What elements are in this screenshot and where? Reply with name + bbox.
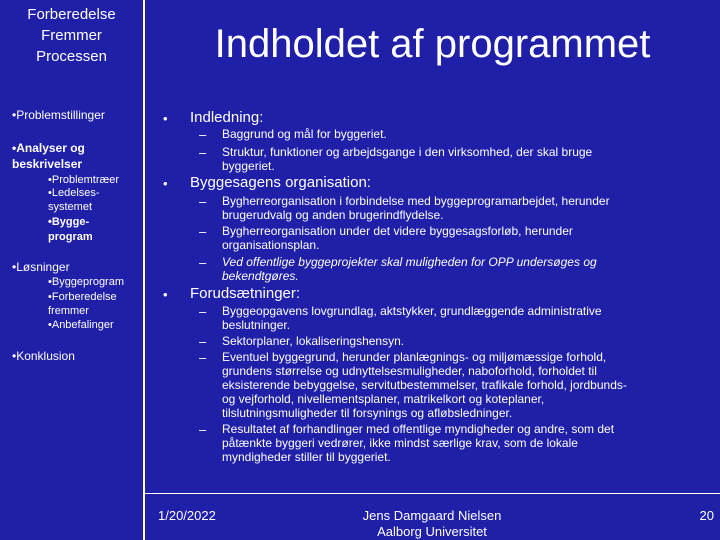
- dash-marker: –: [199, 224, 207, 239]
- section-heading-forudsaetninger: Forudsætninger:: [190, 285, 301, 302]
- footer-author-affiliation: Aalborg Universitet: [377, 524, 487, 539]
- dash-marker: –: [199, 422, 207, 437]
- section-heading-indledning: Indledning:: [190, 109, 264, 126]
- nav-sub-ledelses-cont[interactable]: systemet: [48, 201, 93, 213]
- nav-sub-problemtraeer[interactable]: •Problemtræer: [48, 174, 120, 186]
- sidebar-title-line: Forberedelse: [27, 6, 116, 23]
- sidebar-title-line: Processen: [36, 48, 107, 65]
- nav-item-analyser[interactable]: •Analyser og: [12, 141, 85, 155]
- nav-sub-anbefalinger[interactable]: •Anbefalinger: [48, 319, 114, 331]
- dash-marker: –: [199, 350, 207, 365]
- slide-title: Indholdet af programmet: [214, 22, 651, 66]
- nav-item-problemstillinger[interactable]: •Problemstillinger: [12, 108, 105, 122]
- sidebar: [0, 0, 143, 540]
- nav-sub-ledelses[interactable]: •Ledelses-: [48, 187, 100, 199]
- footer-author: [332, 508, 532, 540]
- nav-sub-bygge[interactable]: •Bygge-: [48, 216, 90, 228]
- nav-item-konklusion[interactable]: •Konklusion: [12, 349, 75, 363]
- sidebar-divider: [143, 0, 145, 540]
- bullet-marker: •: [163, 176, 168, 191]
- subitem: Byggeopgavens lovgrundlag, aktstykker, grundlæggende administrative beslutninger.: [222, 304, 602, 332]
- sidebar-title-line: Fremmer: [41, 27, 102, 44]
- nav-item-analyser-cont[interactable]: beskrivelser: [12, 157, 83, 171]
- dash-marker: –: [199, 334, 207, 349]
- nav-sub-forberedelse-cont[interactable]: fremmer: [48, 305, 89, 317]
- subitem: Sektorplaner, lokaliseringshensyn.: [222, 334, 405, 348]
- dash-marker: –: [199, 194, 207, 209]
- dash-marker: –: [199, 145, 207, 160]
- footer-date: 1/20/2022: [158, 508, 216, 523]
- nav-sub-bygge-cont[interactable]: program: [48, 231, 93, 243]
- sidebar-title: [0, 4, 143, 67]
- bullet-marker: •: [163, 287, 168, 302]
- page-number: 20: [699, 508, 714, 523]
- section-heading-organisation: Byggesagens organisation:: [190, 174, 371, 191]
- dash-marker: –: [199, 255, 207, 270]
- subitem: Resultatet af forhandlinger med offentlige myndigheder og andre, som det påtænkte byggeri vedrører, ikke mindst særlige krav, som de lokale myndigheder stiller til byggeriet.: [222, 422, 615, 464]
- subitem: Bygherreorganisation i forbindelse med byggeprogramarbejdet, herunder brugerudvalg og anden brugerindflydelse.: [222, 194, 610, 222]
- dash-marker: –: [199, 304, 207, 319]
- bullet-marker: •: [163, 111, 168, 126]
- footer-divider: [145, 493, 720, 494]
- subitem-opp: Ved offentlige byggeprojekter skal muligheden for OPP undersøges og bekendtgøres.: [222, 255, 597, 283]
- subitem: Eventuel byggegrund, herunder planlægnings- og miljømæssige forhold, grundens størrelse og udnyttelsesmuligheder, naboforhold, forholdet til eksisterende bebyggelse, servitutbestemmelser, trafikale forhold, jordbunds- og vejforhold, nivellementsplaner, matrikelkort og koteplaner, tilslutningsmuligheder til forsynings og afløbsledninger.: [222, 350, 627, 420]
- footer-author-name: Jens Damgaard Nielsen: [362, 508, 502, 523]
- nav-sub-forberedelse[interactable]: •Forberedelse: [48, 291, 117, 303]
- dash-marker: –: [199, 127, 207, 142]
- nav-sub-byggeprogram[interactable]: •Byggeprogram: [48, 276, 125, 288]
- subitem: Struktur, funktioner og arbejdsgange i den virksomhed, der skal bruge byggeriet.: [222, 145, 593, 173]
- subitem: Bygherreorganisation under det videre byggesagsforløb, herunder organisationsplan.: [222, 224, 573, 252]
- subitem: Baggrund og mål for byggeriet.: [222, 127, 387, 141]
- nav-item-loesninger[interactable]: •Løsninger: [12, 260, 70, 274]
